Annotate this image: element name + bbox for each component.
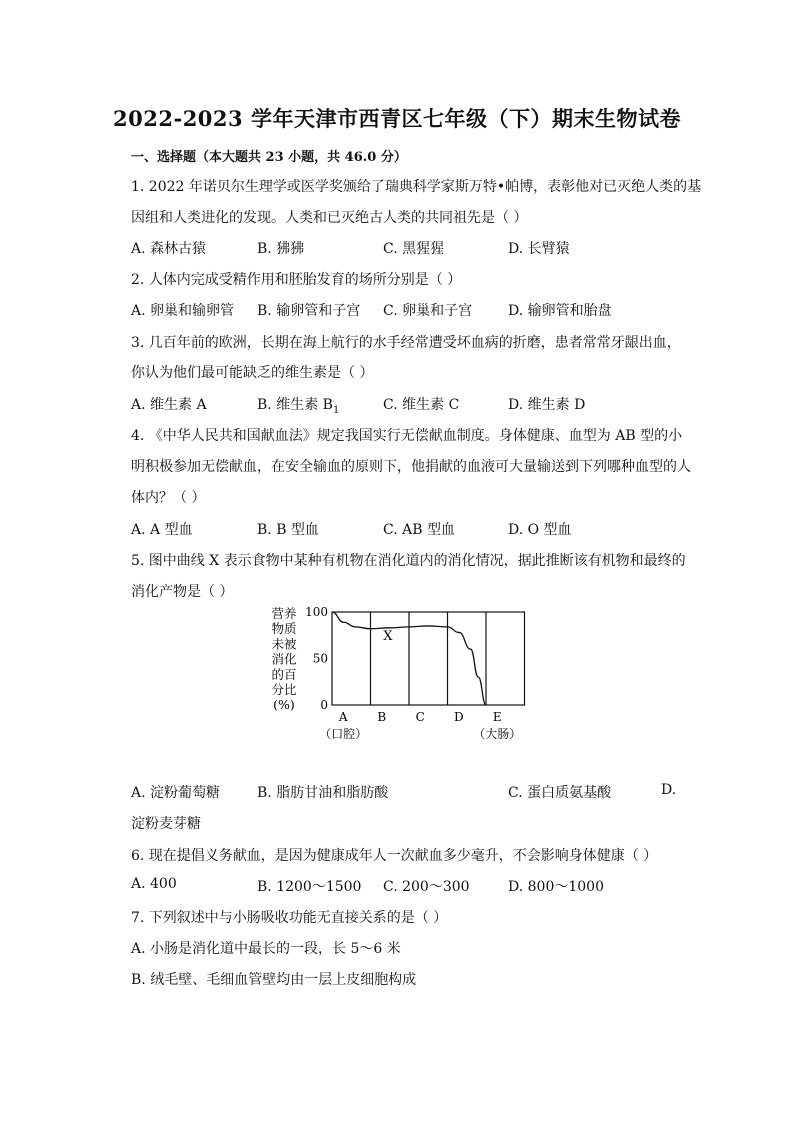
q3-stem-line1: 3. 几百年前的欧洲，长期在海上航行的水手经常遭受坏血病的折磨，患者常常牙龈出血， [131, 335, 681, 351]
q3-option-b-subscript: 1 [332, 404, 340, 416]
q4-options [131, 519, 691, 539]
q3-option-c[interactable]: C. 维生素 C [383, 397, 460, 413]
y-tick-label: 0 [320, 698, 328, 712]
q6-option-b[interactable]: B. 1200～1500 [257, 879, 362, 895]
x-category-label: C [415, 710, 425, 724]
q3-options [131, 394, 691, 414]
q4-option-c[interactable]: C. AB 型血 [383, 522, 455, 538]
y-tick-label: 50 [312, 651, 328, 666]
q7-option-a[interactable]: A. 小肠是消化道中最长的一段，长 5～6 米 [131, 941, 401, 957]
q4-option-d[interactable]: D. O 型血 [508, 522, 572, 538]
x-category-note: （大肠） [473, 727, 522, 741]
q4-option-a[interactable]: A. A 型血 [131, 522, 193, 538]
q3-option-d[interactable]: D. 维生素 D [508, 397, 586, 413]
q1-option-c[interactable]: C. 黑猩猩 [383, 241, 445, 257]
q1-option-d[interactable]: D. 长臂猿 [508, 241, 570, 257]
y-axis-label-part: 营养 [271, 606, 297, 621]
q6-option-a[interactable]: A. 400 [131, 876, 177, 892]
q6-stem-line1: 6. 现在提倡义务献血，是因为健康成年人一次献血多少毫升，不会影响身体健康（ ） [131, 848, 658, 864]
q2-stem-line1: 2. 人体内完成受精作用和胚胎发育的场所分别是（ ） [131, 272, 462, 288]
q2-option-d[interactable]: D. 输卵管和胎盘 [508, 303, 612, 319]
q5-option-c[interactable]: C. 蛋白质氨基酸 [508, 785, 612, 801]
y-axis-label-part: 的百 [271, 666, 297, 682]
q5-option-d[interactable]: D. [661, 782, 677, 798]
x-category-note: （口腔） [319, 727, 368, 741]
q3-option-b-label: B. 维生素 B [257, 397, 333, 413]
q5-option-b[interactable]: B. 脂肪甘油和脂肪酸 [257, 785, 389, 801]
x-category-label: B [377, 710, 387, 724]
x-category-label: A [338, 710, 348, 724]
q3-stem-line2: 你认为他们最可能缺乏的维生素是（ ） [131, 365, 374, 381]
q5-option-d-text[interactable]: 淀粉麦芽糖 [131, 816, 201, 832]
q5-stem-line2: 消化产物是（ ） [131, 584, 234, 600]
q1-options [131, 238, 691, 258]
q4-option-b[interactable]: B. B 型血 [257, 522, 319, 538]
q1-option-b[interactable]: B. 狒狒 [257, 241, 305, 257]
q1-stem-line1: 1. 2022 年诺贝尔生理学或医学奖颁给了瑞典科学家斯万特•帕博，表彰他对已灭绝人类的基 [131, 179, 702, 195]
section-heading: 一、选择题（本大题共 23 小题，共 46.0 分） [131, 150, 407, 165]
q4-stem-line2: 明积极参加无偿献血，在安全输血的原则下，他捐献的血液可大量输送到下列哪种血型的人 [131, 459, 691, 475]
y-axis-label-part: 消化 [271, 651, 297, 667]
q1-stem-line2: 因组和人类进化的发现。人类和已灭绝古人类的共同祖先是（ ） [131, 210, 528, 226]
q7-option-b[interactable]: B. 绒毛壁、毛细血管壁均由一层上皮细胞构成 [131, 972, 417, 988]
y-axis-label-part: (%) [273, 697, 295, 713]
q2-option-a[interactable]: A. 卵巢和输卵管 [131, 303, 235, 319]
q4-stem-line1: 4. 《中华人民共和国献血法》规定我国实行无偿献血制度。身体健康、血型为 AB 型的小 [131, 428, 683, 444]
page-title: 2022-2023 学年天津市西青区七年级（下）期末生物试卷 [113, 106, 681, 131]
y-tick-labels [305, 605, 328, 712]
digestion-chart [262, 604, 552, 749]
q2-option-b[interactable]: B. 输卵管和子宫 [257, 303, 361, 319]
q4-stem-line3: 体内？（ ） [131, 490, 206, 506]
q5-option-a[interactable]: A. 淀粉葡萄糖 [131, 785, 221, 801]
x-category-labels [319, 710, 521, 741]
q6-options [131, 876, 691, 896]
q6-option-d[interactable]: D. 800～1000 [508, 879, 604, 895]
series-x-label: X [383, 628, 393, 644]
q5-stem-line1: 5. 图中曲线 X 表示食物中某种有机物在消化道内的消化情况，据此推断该有机物和最终的 [131, 553, 686, 569]
y-tick-label: 100 [305, 605, 328, 619]
q2-options [131, 300, 691, 320]
y-axis-label-part: 物质 [271, 621, 297, 637]
y-axis-label-part: 未被 [271, 636, 297, 652]
q3-option-a[interactable]: A. 维生素 A [131, 397, 207, 413]
x-category-label: E [492, 710, 502, 724]
q5-options [131, 782, 691, 802]
q1-option-a[interactable]: A. 森林古猿 [131, 241, 207, 257]
q6-option-c[interactable]: C. 200～300 [383, 879, 470, 895]
q3-option-b[interactable] [257, 394, 339, 416]
y-axis-label [271, 606, 297, 712]
q7-stem-line1: 7. 下列叙述中与小肠吸收功能无直接关系的是（ ） [131, 910, 448, 926]
x-category-label: D [453, 710, 464, 724]
q2-option-c[interactable]: C. 卵巢和子宫 [383, 303, 473, 319]
y-axis-label-part: 分比 [271, 682, 297, 697]
